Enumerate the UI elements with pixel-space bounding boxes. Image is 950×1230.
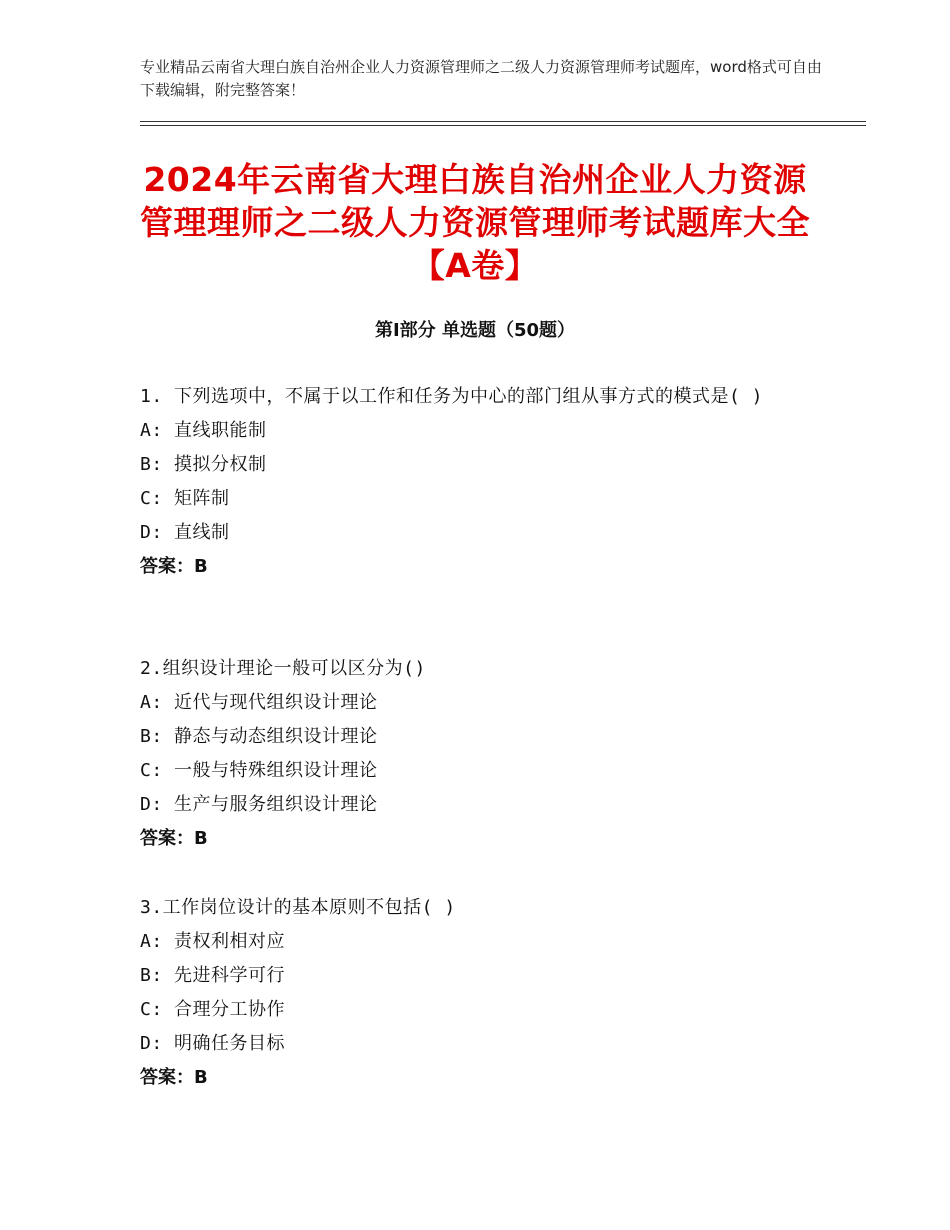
option-b: B: 摸拟分权制: [140, 454, 267, 475]
option-b: B: 静态与动态组织设计理论: [140, 726, 378, 747]
option-c: C: 矩阵制: [140, 488, 230, 509]
question-stem: 1. 下列选项中，不属于以工作和任务为中心的部门组从事方式的模式是( ): [140, 386, 764, 407]
question-3: [140, 891, 820, 1095]
answer: 答案：B: [140, 1067, 208, 1088]
option-a: A: 近代与现代组织设计理论: [140, 692, 378, 713]
section-title: 第Ⅰ部分 单选题（50题）: [374, 320, 575, 341]
title-line-3: 【A卷】: [411, 246, 539, 285]
answer: 答案：B: [140, 556, 208, 577]
option-a: A: 直线职能制: [140, 420, 267, 441]
option-c: C: 一般与特殊组织设计理论: [140, 760, 378, 781]
question-1: [140, 380, 820, 584]
question-2: [140, 652, 820, 856]
document-title: [100, 158, 850, 287]
option-d: D: 明确任务目标: [140, 1033, 286, 1054]
option-b: B: 先进科学可行: [140, 965, 286, 986]
header-note: 专业精品云南省大理白族自治州企业人力资源管理师之二级人力资源管理师考试题库，word格式可自由下载编辑，附完整答案！: [140, 58, 822, 99]
answer: 答案：B: [140, 828, 208, 849]
option-a: A: 责权利相对应: [140, 931, 286, 952]
header-rule-top: [140, 121, 866, 122]
option-c: C: 合理分工协作: [140, 999, 286, 1020]
header-rule-bottom: [140, 125, 866, 126]
option-d: D: 直线制: [140, 522, 230, 543]
question-stem: 3.工作岗位设计的基本原则不包括( ): [140, 897, 456, 918]
option-d: D: 生产与服务组织设计理论: [140, 794, 378, 815]
question-stem: 2.组织设计理论一般可以区分为(): [140, 658, 426, 679]
title-line-1: 2024年云南省大理白族自治州企业人力资源: [143, 160, 807, 199]
title-line-2: 管理理师之二级人力资源管理师考试题库大全: [140, 203, 810, 242]
